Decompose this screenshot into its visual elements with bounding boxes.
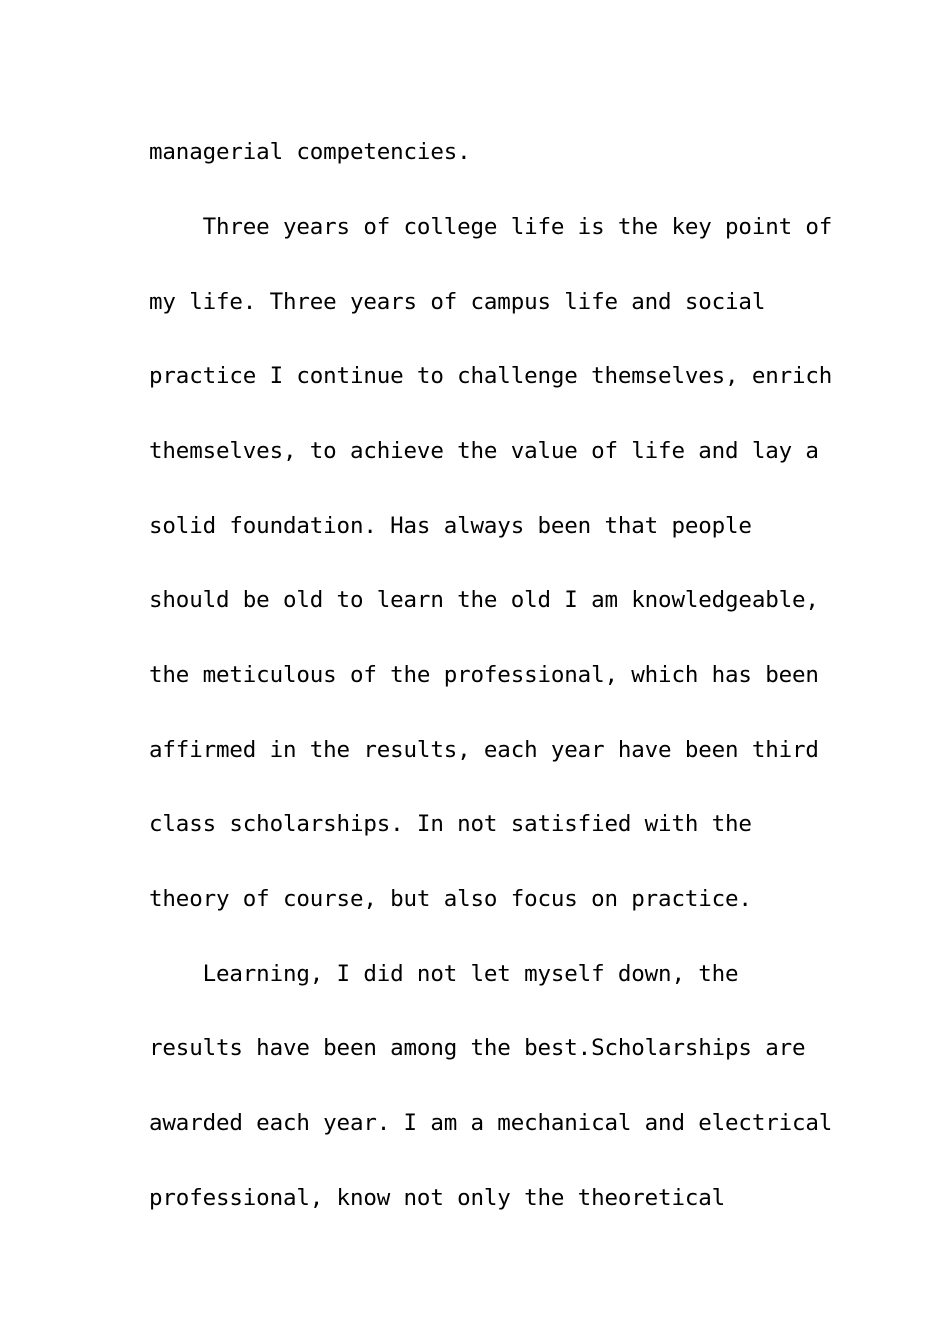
text-line: managerial competencies. bbox=[149, 139, 471, 165]
text-line: theory of course, but also focus on practice. bbox=[149, 886, 752, 912]
text-line: themselves, to achieve the value of life and lay a bbox=[149, 438, 819, 464]
text-line: awarded each year. I am a mechanical and electrical bbox=[149, 1110, 833, 1136]
text-line: should be old to learn the old I am knowledgeable, bbox=[149, 587, 819, 613]
text-line: results have been among the best.Scholarships are bbox=[149, 1035, 806, 1061]
text-line: affirmed in the results, each year have been third bbox=[149, 737, 819, 763]
text-line: class scholarships. In not satisfied with the bbox=[149, 811, 752, 837]
text-line: my life. Three years of campus life and social bbox=[149, 289, 766, 315]
text-line: solid foundation. Has always been that people bbox=[149, 513, 752, 539]
text-line: practice I continue to challenge themselves, enrich bbox=[149, 363, 833, 389]
text-line: Three years of college life is the key point of bbox=[149, 214, 833, 240]
text-line: professional, know not only the theoretical bbox=[149, 1185, 726, 1211]
text-line: Learning, I did not let myself down, the bbox=[149, 961, 739, 987]
text-line: the meticulous of the professional, which has been bbox=[149, 662, 819, 688]
